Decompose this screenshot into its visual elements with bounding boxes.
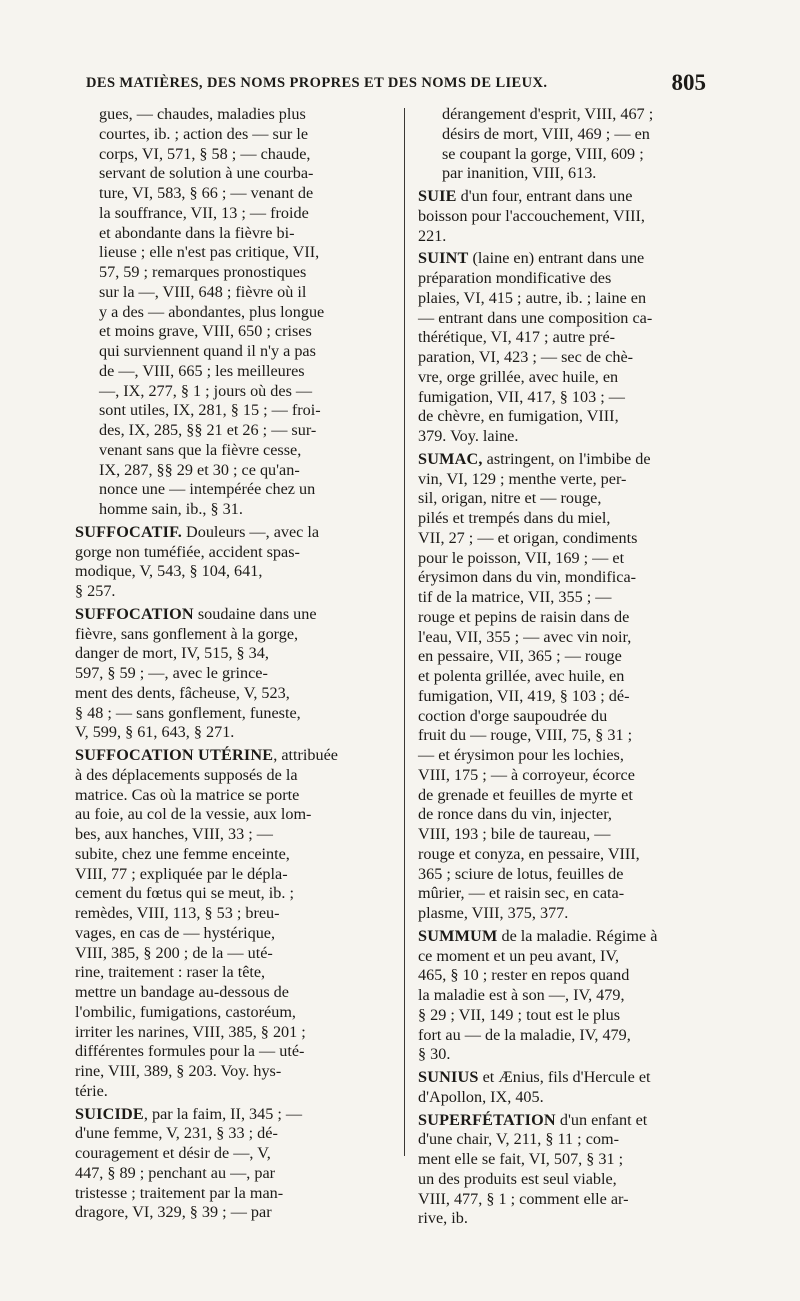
entry-line (418, 206, 710, 227)
entry-line (75, 963, 389, 983)
entry-line (75, 664, 389, 684)
entry-line (99, 263, 389, 283)
entry-line (75, 1163, 389, 1184)
entry-line (418, 509, 710, 529)
entry-headword: SUINT (418, 249, 469, 268)
entry-line (418, 348, 710, 368)
entry-line (99, 480, 389, 500)
entry-line (75, 542, 389, 563)
entry-text: bes, aux hanches, VIII, 33 ; — (75, 825, 273, 843)
entry-text: plasme, VIII, 375, 377. (418, 904, 569, 922)
entry-text: — et érysimon pour les lochies, (418, 746, 624, 764)
entry-line (418, 269, 710, 289)
entry-text: érysimon dans du vin, mondifica- (418, 568, 637, 587)
entry-text: , attribuée (273, 746, 338, 764)
entry-line (99, 145, 389, 165)
entry-text: des, IX, 285, §§ 21 et 26 ; — sur- (99, 421, 317, 439)
entry-text: plaies, VI, 415 ; autre, ib. ; laine en (418, 288, 647, 307)
entry-text: courtes, ib. ; action des — sur le (99, 124, 309, 143)
entry-text: irriter les narines, VIII, 385, § 201 ; (75, 1022, 306, 1041)
entry-text: astringent, on l'imbibe de (482, 449, 651, 468)
page-header (86, 70, 706, 104)
entry-line (418, 825, 710, 845)
entry-line (442, 105, 710, 125)
entry-headword: SUFFOCATION UTÉRINE (75, 746, 274, 764)
entry-line (75, 1124, 389, 1144)
entry-text: 447, § 89 ; penchant au —, par (75, 1163, 276, 1182)
entry-line (75, 1144, 389, 1164)
entry-line (75, 746, 389, 766)
entry-line (418, 1150, 710, 1170)
entry-text: ce moment et un peu avant, IV, (418, 946, 620, 965)
entry-text: fumigation, VII, 417, § 103 ; — (418, 387, 625, 406)
entry-line (75, 624, 389, 645)
entry-line (418, 986, 710, 1006)
entry-line (418, 904, 710, 924)
entry-line (418, 367, 710, 388)
entry-text: l'ombilic, fumigations, castoréum, (75, 1002, 296, 1021)
entry-line (418, 249, 710, 269)
entry-line (418, 765, 710, 786)
entry-text: désirs de mort, VIII, 469 ; — en (442, 124, 650, 143)
entry-line (75, 1104, 389, 1125)
entry-text: à des déplacements supposés de la (75, 765, 298, 784)
entry-text: 221. (418, 226, 447, 245)
entry-line (418, 548, 710, 569)
entry-line (418, 288, 710, 309)
index-entry (75, 1105, 389, 1224)
entry-text: la souffrance, VII, 13 ; — froide (99, 203, 309, 222)
entry-text: IX, 287, §§ 29 et 30 ; ce qu'an- (99, 460, 300, 479)
entry-line (75, 1042, 389, 1062)
entry-text: vin, VI, 129 ; menthe verte, per- (418, 469, 627, 488)
index-entry (418, 249, 710, 447)
entry-line (99, 164, 389, 184)
entry-line (418, 427, 710, 447)
entry-line (418, 667, 710, 687)
entry-text: fièvre, sans gonflement à la gorge, (75, 624, 299, 643)
entry-line (75, 1203, 389, 1223)
entry-line (418, 1045, 710, 1065)
entry-headword: SUFFOCATION (75, 604, 194, 623)
entry-text: sil, origan, nitre et — rouge, (418, 489, 602, 508)
entry-line (99, 362, 389, 382)
entry-text: qui surviennent quand il n'y a pas (99, 342, 316, 360)
entry-text: la maladie est à son —, IV, 479, (418, 986, 625, 1004)
entry-text: cement du fœtus qui se meut, ib. ; (75, 884, 294, 903)
entry-text: VIII, 193 ; bile de taureau, — (418, 825, 611, 843)
entry-text: rine, traitement : raser la tête, (75, 963, 266, 982)
entry-text: 57, 59 ; remarques pronostiques (99, 263, 307, 281)
entry-text: VIII, 77 ; expliquée par le dépla- (75, 864, 288, 883)
entry-text: boisson pour l'accouchement, VIII, (418, 206, 645, 225)
entry-line (418, 785, 710, 806)
entry-text: venant sans que la fièvre cesse, (99, 440, 302, 459)
entry-text: ture, VI, 583, § 66 ; — venant de (99, 184, 314, 202)
entry-line (99, 461, 389, 481)
index-entry (418, 187, 710, 246)
entry-line (75, 943, 389, 964)
entry-text: de —, VIII, 665 ; les meilleures (99, 361, 305, 380)
entry-line (418, 686, 710, 707)
entry-text: § 257. (75, 582, 116, 600)
entry-line (418, 568, 710, 588)
entry-line (418, 1068, 710, 1088)
entry-text: de la maladie. Régime à (497, 926, 658, 945)
entry-line (418, 1110, 710, 1131)
entry-text: soudaine dans une (193, 604, 317, 623)
entry-line (418, 844, 710, 865)
entry-line (99, 204, 389, 224)
index-entry (418, 450, 710, 924)
entry-text: d'Apollon, IX, 405. (418, 1087, 544, 1106)
entry-line (75, 844, 389, 865)
entry-line (75, 1081, 389, 1102)
entry-line (75, 703, 389, 724)
entry-text: rouge et pepins de raisin dans de (418, 607, 630, 626)
entry-line (99, 382, 389, 402)
entry-text: d'un four, entrant dans une (456, 187, 633, 205)
entry-line (75, 983, 389, 1003)
entry-text: d'une femme, V, 231, § 33 ; dé- (75, 1124, 278, 1143)
entry-line (75, 884, 389, 904)
entry-line (418, 706, 710, 727)
entry-line (418, 387, 710, 408)
entry-line (418, 528, 710, 549)
entry-line (75, 904, 389, 924)
entry-line (418, 407, 710, 427)
entry-line (418, 226, 710, 247)
entry-text: rine, VIII, 389, § 203. Voy. hys- (75, 1062, 282, 1080)
entry-line (418, 1189, 710, 1210)
entry-text: mûrier, — et raisin sec, en cata- (418, 884, 625, 903)
entry-line (418, 946, 710, 967)
index-entry (418, 1111, 710, 1230)
entry-line (418, 469, 710, 490)
entry-line (75, 582, 389, 602)
right-column (418, 105, 710, 1229)
entry-headword: SUMAC, (418, 449, 483, 468)
entry-line (75, 723, 389, 743)
entry-line (99, 342, 389, 362)
entry-line (418, 1130, 710, 1150)
entry-text: VIII, 175 ; — à corroyeur, écorce (418, 765, 635, 784)
entry-headword: SUFFOCATIF. (75, 522, 182, 541)
entry-line (418, 1169, 710, 1190)
entry-text: différentes formules pour la — uté- (75, 1042, 305, 1061)
entry-line (418, 607, 710, 628)
entry-text: gues, — chaudes, maladies plus (99, 105, 306, 123)
entry-line (99, 283, 389, 303)
entry-text: remèdes, VIII, 113, § 53 ; breu- (75, 904, 280, 922)
entry-text: et abondante dans la fièvre bi- (99, 223, 295, 242)
entry-headword: SUICIDE (75, 1104, 144, 1123)
entry-text: fumigation, VII, 419, § 103 ; dé- (418, 686, 630, 705)
entry-text: couragement et désir de —, V, (75, 1144, 271, 1162)
index-entry (418, 927, 710, 1065)
entry-text: paration, VI, 423 ; — sec de chè- (418, 348, 634, 366)
entry-text: corps, VI, 571, § 58 ; — chaude, (99, 144, 311, 163)
page-number: 805 (671, 70, 706, 95)
entry-text: rive, ib. (418, 1209, 468, 1228)
entry-line (99, 105, 389, 125)
entry-text: rouge et conyza, en pessaire, VIII, (418, 844, 640, 863)
entry-text: VIII, 385, § 200 ; de la — uté- (75, 943, 273, 962)
entry-text: de grenade et feuilles de myrte et (418, 785, 633, 804)
entry-line (75, 1183, 389, 1204)
entry-line (418, 805, 710, 825)
entry-text: l'eau, VII, 355 ; — avec vin noir, (418, 627, 632, 646)
entry-headword: SUPERFÉTATION (418, 1110, 556, 1129)
entry-text: fruit du — rouge, VIII, 75, § 31 ; (418, 726, 633, 745)
entry-line (418, 187, 710, 207)
entry-text: dragore, VI, 329, § 39 ; — par (75, 1203, 272, 1222)
entry-line (99, 500, 389, 520)
entry-text: (laine en) entrant dans une (468, 249, 645, 268)
entry-line (418, 588, 710, 608)
entry-line (75, 785, 389, 806)
index-entry (75, 605, 389, 743)
entry-text: tif de la matrice, VII, 355 ; — (418, 588, 612, 606)
entry-line (418, 966, 710, 986)
entry-text: § 48 ; — sans gonflement, funeste, (75, 703, 301, 722)
entry-line (75, 683, 389, 704)
entry-line (418, 1005, 710, 1026)
left-column (75, 105, 389, 1223)
index-entry (418, 1068, 710, 1108)
entry-line (418, 864, 710, 885)
entry-text: se coupant la gorge, VIII, 609 ; (442, 144, 644, 163)
entry-line (75, 1022, 389, 1043)
entry-text: de ronce dans du vin, injecter, (418, 805, 612, 824)
entry-text: ment elle se fait, VI, 507, § 31 ; (418, 1150, 624, 1168)
entry-text: 365 ; sciure de lotus, feuilles de (418, 864, 624, 883)
entry-text: vre, orge grillée, avec huile, en (418, 367, 619, 386)
entry-text: gorge non tuméfiée, accident spas- (75, 542, 300, 561)
entry-text: par inanition, VIII, 613. (442, 164, 597, 183)
entry-line (75, 765, 389, 786)
entry-text: danger de mort, IV, 515, § 34, (75, 644, 269, 663)
entry-text: fort au — de la maladie, IV, 479, (418, 1025, 631, 1044)
entry-text: § 30. (418, 1045, 451, 1064)
entry-text: y a des — abondantes, plus longue (99, 302, 325, 321)
entry-line (418, 884, 710, 904)
entry-text: sont utiles, IX, 281, § 15 ; — froi- (99, 401, 321, 420)
index-entry (75, 746, 389, 1102)
entry-text: lieuse ; elle n'est pas critique, VII, (99, 243, 320, 262)
entry-text: 379. Voy. laine. (418, 427, 519, 445)
entry-line (418, 926, 710, 947)
entry-line (75, 522, 389, 543)
entry-line (99, 224, 389, 244)
running-head: DES MATIÈRES, DES NOMS PROPRES ET DES NOMS DE LIEUX. (86, 75, 548, 91)
entry-text: — entrant dans une composition ca- (418, 308, 653, 327)
entry-line (75, 1062, 389, 1082)
index-entry (75, 523, 389, 602)
entry-line (418, 647, 710, 667)
entry-line (418, 1087, 710, 1108)
index-entry (75, 105, 389, 520)
entry-text: mettre un bandage au-dessous de (75, 983, 289, 1001)
entry-text: thérétique, VI, 417 ; autre pré- (418, 328, 616, 347)
entry-line (75, 1002, 389, 1023)
entry-line (99, 441, 389, 461)
entry-line (75, 604, 389, 625)
entry-line (418, 449, 710, 470)
entry-text: —, IX, 277, § 1 ; jours où des — (99, 381, 313, 400)
entry-line (99, 303, 389, 323)
entry-text: coction d'orge saupoudrée du (418, 706, 608, 725)
entry-text: et Ænius, fils d'Hercule et (478, 1068, 651, 1086)
entry-text: VII, 27 ; — et origan, condiments (418, 528, 638, 547)
entry-text: d'une chair, V, 211, § 11 ; com- (418, 1130, 619, 1149)
entry-text: ment des dents, fâcheuse, V, 523, (75, 683, 290, 702)
entry-text: , par la faim, II, 345 ; — (143, 1104, 303, 1123)
entry-text: de chèvre, en fumigation, VIII, (418, 407, 619, 426)
entry-line (99, 125, 389, 145)
entry-text: 597, § 59 ; —, avec le grince- (75, 664, 268, 682)
entry-headword: SUNIUS (418, 1068, 479, 1086)
entry-line (75, 923, 389, 944)
entry-line (99, 243, 389, 263)
entry-line (418, 308, 710, 329)
entry-line (75, 825, 389, 845)
entry-text: et polenta grillée, avec huile, en (418, 667, 625, 685)
entry-line (75, 864, 389, 885)
entry-line (99, 401, 389, 421)
entry-text: d'un enfant et (555, 1110, 648, 1129)
index-entry (418, 105, 710, 184)
entry-text: préparation mondificative des (418, 269, 612, 287)
entry-line (418, 746, 710, 766)
entry-line (75, 562, 389, 582)
entry-text: § 29 ; VII, 149 ; tout est le plus (418, 1005, 621, 1024)
entry-line (442, 164, 710, 184)
entry-text: modique, V, 543, § 104, 641, (75, 562, 263, 581)
entry-line (418, 627, 710, 648)
entry-text: Douleurs —, avec la (181, 522, 320, 541)
entry-text: homme sain, ib., § 31. (99, 500, 243, 518)
entry-line (99, 421, 389, 441)
entry-line (418, 1025, 710, 1046)
entry-line (418, 328, 710, 348)
entry-line (442, 145, 710, 165)
entry-text: VIII, 477, § 1 ; comment elle ar- (418, 1189, 629, 1208)
entry-text: dérangement d'esprit, VIII, 467 ; (442, 105, 654, 123)
entry-line (442, 125, 710, 145)
entry-text: en pessaire, VII, 365 ; — rouge (418, 647, 622, 666)
entry-line (418, 1209, 710, 1229)
entry-line (418, 726, 710, 746)
entry-text: matrice. Cas où la matrice se porte (75, 785, 300, 804)
entry-line (418, 489, 710, 509)
entry-line (99, 322, 389, 342)
entry-text: servant de solution à une courba- (99, 164, 314, 183)
entry-text: pour le poisson, VII, 169 ; — et (418, 548, 625, 567)
column-divider (404, 108, 405, 1156)
entry-line (99, 184, 389, 204)
entry-text: tristesse ; traitement par la man- (75, 1183, 284, 1202)
entry-text: térie. (75, 1081, 108, 1100)
entry-headword: SUIE (418, 187, 457, 205)
entry-text: sur la —, VIII, 648 ; fièvre où il (99, 282, 307, 301)
entry-text: pilés et trempés dans du miel, (418, 509, 611, 527)
entry-line (75, 805, 389, 825)
entry-text: 465, § 10 ; rester en repos quand (418, 966, 630, 985)
entry-text: et moins grave, VIII, 650 ; crises (99, 322, 312, 341)
entry-text: un des produits est seul viable, (418, 1169, 617, 1188)
entry-text: nonce une — intempérée chez un (99, 480, 316, 499)
entry-line (75, 644, 389, 664)
entry-text: au foie, au col de la vessie, aux lom- (75, 805, 312, 824)
entry-text: subite, chez une femme enceinte, (75, 844, 290, 863)
entry-text: vages, en cas de — hystérique, (75, 923, 276, 942)
entry-text: V, 599, § 61, 643, § 271. (75, 723, 235, 742)
entry-headword: SUMMUM (418, 926, 498, 945)
